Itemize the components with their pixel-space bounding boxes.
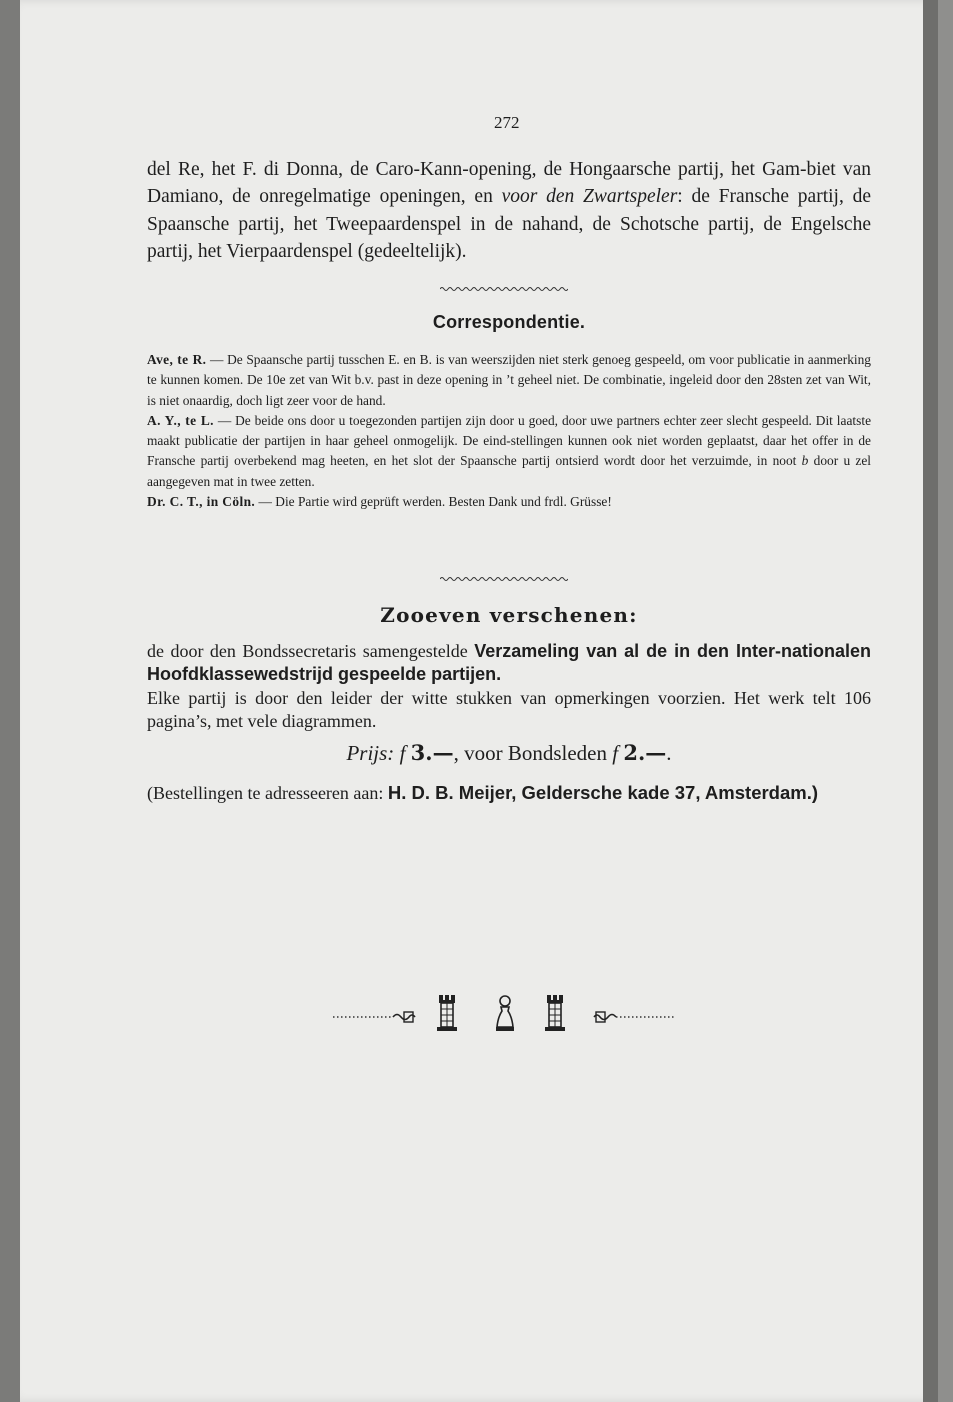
correspondence-entry (147, 350, 871, 411)
price-value: 3.— (410, 740, 454, 765)
book-title: Verzameling van al de in den Inter-nationalen Hoofdklassewedstrijd gespeelde partijen. (147, 641, 872, 685)
price-end: . (666, 741, 672, 765)
wavy-divider-middle (440, 575, 568, 583)
announcement-description: Elke partij is door den leider der witte stukken van opmerkingen voorzien. Het werk telt 106 pagina’s, met vele diagrammen. (147, 687, 871, 731)
publisher-address: H. D. B. Meijer, Geldersche kade 37, Amsterdam.) (387, 782, 819, 803)
florin-sign: f (399, 741, 406, 765)
member-price-value: 2.— (623, 740, 667, 765)
correspondence-heading: Correspondentie. (432, 312, 586, 332)
intro-italic: voor den Zwartspeler (501, 186, 678, 208)
entry-name: A. Y., te L. (147, 412, 214, 428)
correspondence-entry (147, 492, 871, 512)
entry-text: — De Spaansche partij tusschen E. en B. is van weerszijden niet sterk genoeg gespeeld, om voor publicatie in aanmerking te kunnen komen. De 10e zet van Wit b.v. past in deze opening in ’t geheel niet. De combinatie, ingeleid door den 28sten zet van Wit, is niet onaardig, doch ligt zeer voor de hand. (147, 352, 871, 408)
page-edge (923, 0, 938, 1402)
correspondence-section (147, 350, 871, 512)
announcement-body (147, 640, 871, 733)
correspondence-entry (147, 411, 871, 492)
announcement-heading: Zooeven verschenen: (380, 603, 638, 627)
note-letter: b (801, 453, 809, 469)
page-number: 272 (494, 113, 520, 132)
entry-name: Ave, te R. (147, 352, 207, 367)
entry-text: — De beide ons door u toegezonden partijen zijn door u goed, door uwe partners echter zeer slecht gespeeld. Dit laatste maakt publicatie der partijen in haar geheel onmogelijk. De eind-stellingen kunnen ook niet worden geplaatst, daar het offer in de Fransche partij overbekend mag heeten, en het slot der Spaansche partij ontsierd wordt door het verzuimde, in noot (147, 412, 872, 469)
price-label: Prijs: (346, 741, 395, 765)
announcement-text: de door den Bondssecretaris samengestelde (147, 641, 475, 661)
price-middle: , voor Bondsleden (453, 741, 613, 765)
entry-name: Dr. C. T., in Cöln. (147, 494, 256, 510)
intro-text-1: del Re, het F. di Donna, de Caro-Kann-opening, de Hongaarsche partij, het Gam-biet van Damiano, de onregelmatige openingen, en (147, 159, 871, 208)
florin-sign: f (612, 741, 619, 765)
order-text: (Bestellingen te adresseeren aan: (147, 783, 388, 803)
entry-text-after: door u zel aangegeven mat in twee zetten. (147, 453, 872, 489)
entry-text: — Die Partie wird geprüft werden. Besten Dank und frdl. Grüsse! (255, 494, 612, 510)
wavy-divider-top (440, 285, 568, 293)
order-info (147, 780, 871, 806)
book-spine (0, 0, 20, 1402)
intro-paragraph (147, 156, 871, 265)
intro-text-2: : de Fransche partij, de Spaansche partij, het Tweepaardenspel in de nahand, de Schotsche partij, de Engelsche partij, het Vierpaardenspel (gedeeltelijk). (147, 186, 871, 262)
price-line (147, 740, 871, 766)
